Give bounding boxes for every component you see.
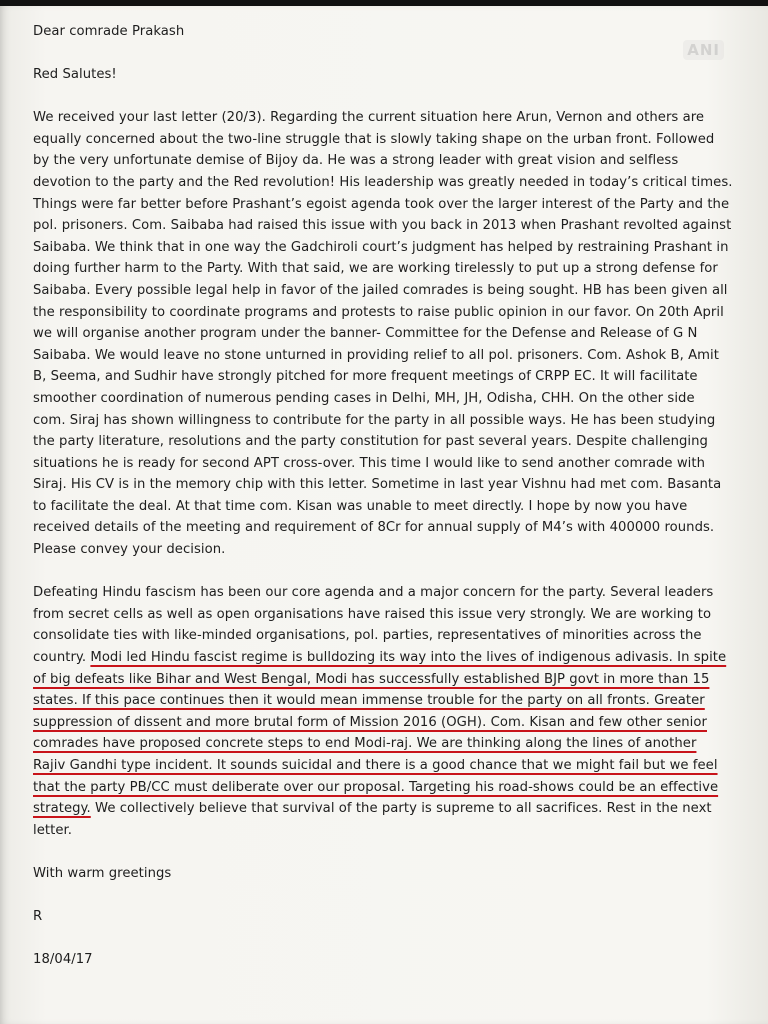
paragraph-2 (33, 582, 765, 841)
paragraph-line: Siraj. His CV is in the memory chip with this letter. Sometime in last year Vishnu had met com. Basanta (33, 477, 722, 493)
closing: With warm greetings (33, 865, 172, 881)
paragraph-line (33, 733, 765, 755)
ani-watermark: ANI (683, 40, 724, 60)
paragraph-line: consolidate ties with like-minded organisations, pol. parties, representatives of minorities across the (33, 628, 702, 644)
paragraph-line: Saibaba. We think that in one way the Gadchiroli court’s judgment has helped by restraining Prashant in (33, 239, 729, 255)
underlined-text: of big defeats like Bihar and West Bengal, Modi has successfully established BJP govt in more than 15 (33, 671, 710, 687)
paragraph-line: the party literature, resolutions and the party constitution for past several years. Despite challenging (33, 434, 708, 450)
signature: R (33, 908, 43, 924)
paragraph-line (33, 669, 765, 691)
paragraph-line: com. Siraj has shown willingness to contribute for the party in all possible ways. He has been studying (33, 412, 716, 428)
underlined-text: Rajiv Gandhi type incident. It sounds suicidal and there is a good chance that we might fail but we feel (33, 757, 718, 773)
paragraph-line: pol. prisoners. Com. Saibaba had raised this issue with you back in 2013 when Prashant revolted against (33, 218, 732, 234)
paragraph-line: devotion to the party and the Red revolution! His leadership was greatly needed in today’s critical times. (33, 174, 733, 190)
paragraph-line: Saibaba. Every possible legal help in favor of the jailed comrades is being sought. HB has been given all (33, 282, 728, 298)
paragraph-line: Defeating Hindu fascism has been our core agenda and a major concern for the party. Several leaders (33, 585, 714, 601)
underlined-text: that the party PB/CC must deliberate over our proposal. Targeting his road-shows could be an effective (33, 779, 719, 795)
underlined-text: comrades have proposed concrete steps to end Modi-raj. We are thinking along the lines of another (33, 736, 697, 752)
paragraph-line: letter. (33, 822, 72, 838)
paragraph-line: the responsibility to coordinate programs and protests to raise public opinion in our favor. On 20th April (33, 304, 724, 320)
paragraph-line: to facilitate the deal. At that time com. Kisan was unable to meet directly. I hope by now you have (33, 498, 688, 514)
paragraph-line: received details of the meeting and requirement of 8Cr for annual supply of M4’s with 400000 rounds. (33, 520, 715, 536)
paragraph-line (33, 798, 765, 820)
paragraph-line: by the very unfortunate demise of Bijoy da. He was a strong leader with great vision and selfless (33, 153, 679, 169)
letter-page (0, 6, 768, 1024)
letter-body (33, 21, 765, 971)
paragraph-line (33, 712, 765, 734)
paragraph-line: We received your last letter (20/3). Regarding the current situation here Arun, Vernon and others are (33, 110, 705, 126)
paragraph-line (33, 755, 765, 777)
paragraph-line (33, 690, 765, 712)
paragraph-line (33, 647, 765, 669)
paragraph-line: B, Seema, and Sudhir have strongly pitched for more frequent meetings of CRPP EC. It will facilitate (33, 369, 698, 385)
paragraph-line (33, 777, 765, 799)
paragraph-line: we will organise another program under the banner- Committee for the Defense and Release of G N (33, 326, 698, 342)
underlined-text: states. If this pace continues then it would mean immense trouble for the party on all fronts. Greater (33, 693, 705, 709)
paragraph-line: from secret cells as well as open organisations have raised this issue very strongly. We are working to (33, 606, 712, 622)
line-text: country. (33, 649, 91, 665)
paragraph-line: equally concerned about the two-line struggle that is slowly taking shape on the urban front. Followed (33, 131, 715, 147)
line-text: We collectively believe that survival of the party is supreme to all sacrifices. Rest in the next (90, 801, 712, 817)
paragraph-line: smoother coordination of numerous pending cases in Delhi, MH, JH, Odisha, CHH. On the other side (33, 390, 695, 406)
underlined-text: Modi led Hindu fascist regime is bulldozing its way into the lives of indigenous adivasis. In spite (90, 649, 727, 665)
salutation: Dear comrade Prakash (33, 24, 185, 39)
paragraph-line: Please convey your decision. (33, 542, 226, 558)
paragraph-1 (33, 107, 765, 560)
paragraph-line: Saibaba. We would leave no stone unturned in providing relief to all pol. prisoners. Com. Ashok B, Amit (33, 347, 719, 363)
paragraph-line: doing further harm to the Party. With that said, we are working tirelessly to put up a strong defense for (33, 261, 718, 277)
underlined-text: strategy. (33, 801, 91, 817)
letter-date: 18/04/17 (33, 951, 93, 967)
paragraph-line: Things were far better before Prashant’s egoist agenda took over the larger interest of the Party and the (33, 196, 730, 212)
greeting: Red Salutes! (33, 67, 117, 83)
underlined-text: suppression of dissent and more brutal form of Mission 2016 (OGH). Com. Kisan and few other senior (33, 714, 707, 730)
paragraph-line: situations he is ready for second APT cross-over. This time I would like to send another comrade with (33, 455, 706, 471)
